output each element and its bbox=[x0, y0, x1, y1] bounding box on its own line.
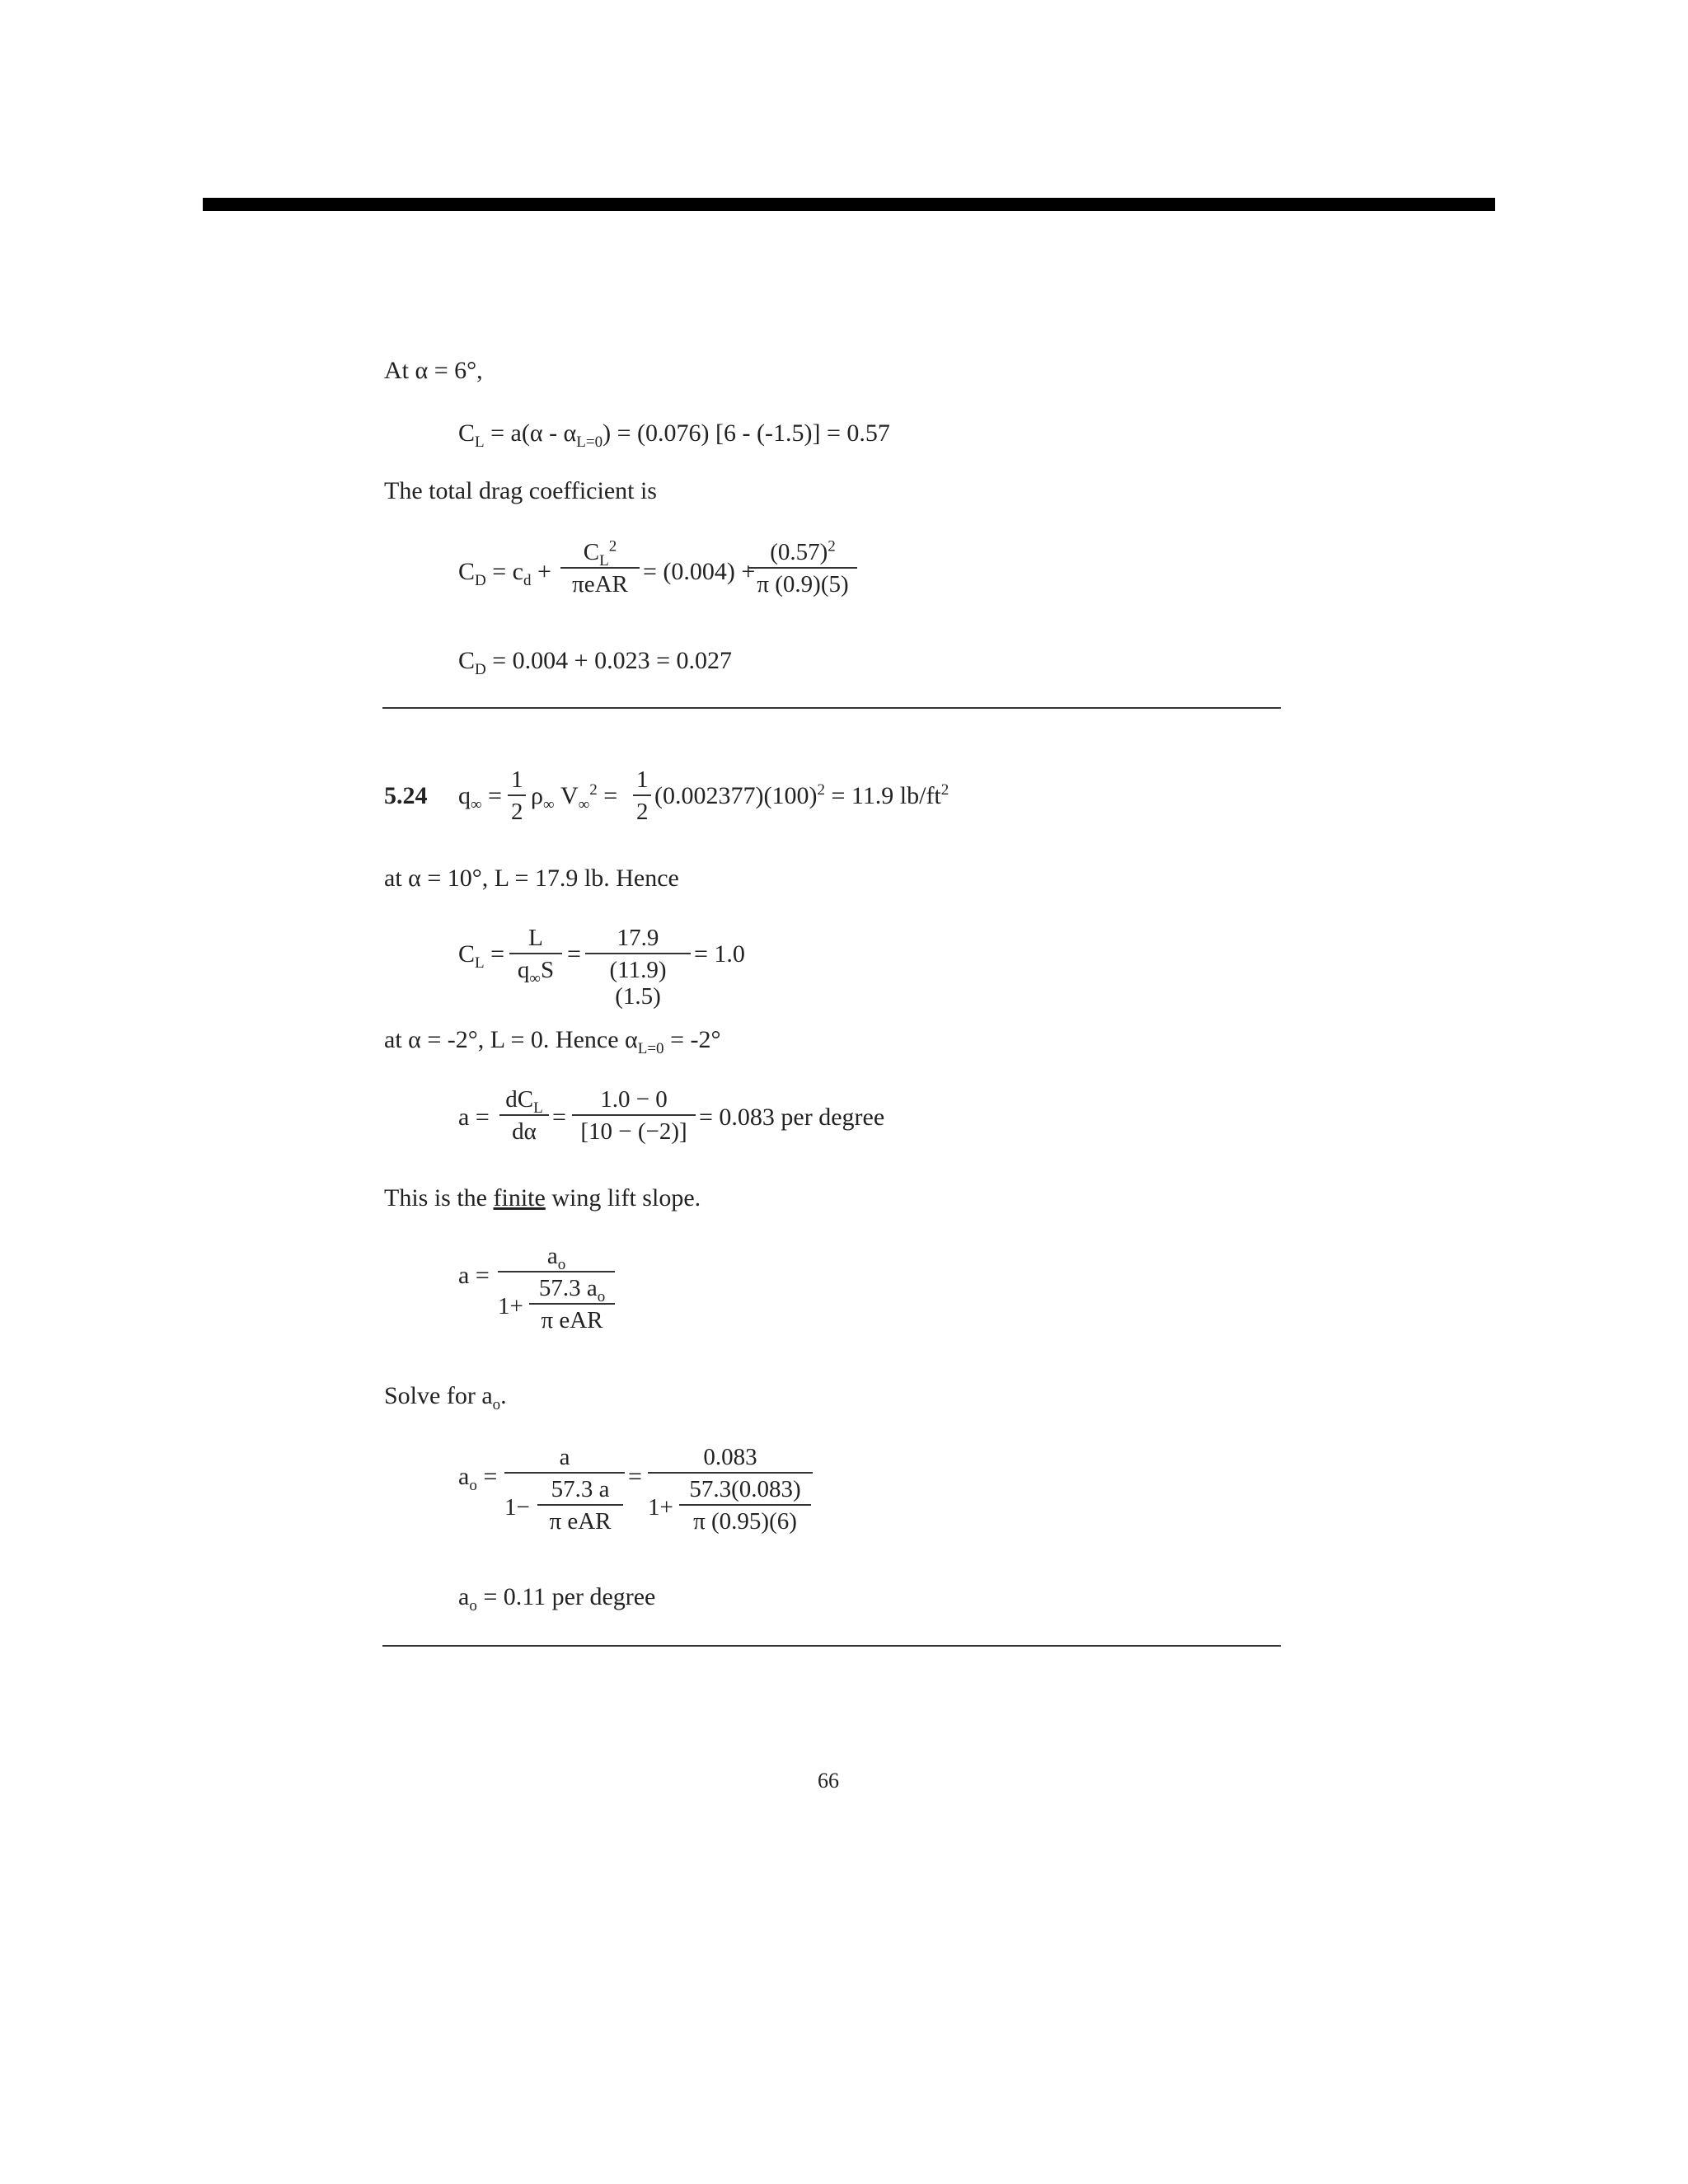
a2-lhs: a = bbox=[458, 1262, 490, 1289]
cl-equation: $C_L = a(\alpha - \alpha_{L=0}) = (0.076)$ [6 - (-1.5)] = 0.57 bbox=[458, 419, 890, 451]
cd-lhs: $C_D = c_d$ + bbox=[458, 558, 551, 589]
alpha6-intro: At α = 6°, bbox=[384, 357, 483, 384]
ao-result: $a_o = 0.11$ per degree bbox=[458, 1583, 656, 1615]
section-divider-2 bbox=[382, 1645, 1281, 1647]
page-number: 66 bbox=[818, 1769, 839, 1793]
alpha10-text: at α = 10°, L = 17.9 lb. Hence bbox=[384, 865, 679, 892]
ao-lhs: $a_o$ = bbox=[458, 1463, 498, 1494]
section-divider-1 bbox=[382, 707, 1281, 709]
half-fraction-2: 1 2 bbox=[633, 766, 651, 825]
cl-fraction-2: 17.9 (11.9)(1.5) bbox=[585, 925, 691, 1010]
cl-result: = 1.0 bbox=[694, 940, 745, 968]
a-lhs: a = bbox=[458, 1104, 490, 1131]
rho-v-term: $\rho_\infty$ $V_\infty^2$ = bbox=[531, 781, 618, 813]
cd-result: $C_D = 0.004 + 0.023 = 0.027$ bbox=[458, 647, 733, 678]
ao-mid-eq: = bbox=[628, 1463, 642, 1490]
cd-fraction-1: $C_L^2$ πeAR bbox=[560, 539, 640, 598]
cd-mid: = (0.004) + bbox=[643, 558, 756, 585]
q-lhs: $q_\infty$ = bbox=[458, 782, 502, 813]
cl-fraction-1: L $q_\infty S$ bbox=[509, 925, 562, 983]
ao-fraction-1: a 1− 57.3 a π eAR bbox=[504, 1444, 625, 1542]
cl-mid-eq: = bbox=[567, 940, 581, 968]
a2-fraction: $a_o$ 1+ 57.3 $a_o$ π eAR bbox=[498, 1243, 615, 1341]
drag-intro: The total drag coefficient is bbox=[384, 477, 657, 504]
a-result: = 0.083 per degree bbox=[699, 1104, 885, 1131]
cd-fraction-2: $(0.57)^2$ π (0.9)(5) bbox=[748, 539, 857, 598]
a-fraction-1: $dC_L$ dα bbox=[499, 1086, 549, 1145]
a-mid-eq: = bbox=[552, 1104, 566, 1131]
problem-number: 5.24 bbox=[384, 782, 428, 809]
solve-for-ao: Solve for $a_o$. bbox=[384, 1382, 507, 1413]
q-result: $(0.002377)(100)^2 = 11.9$ $lb/ft^2$ bbox=[654, 781, 950, 809]
a-fraction-2: 1.0 − 0 [10 − (−2)] bbox=[572, 1086, 696, 1145]
cl-lhs: $C_L$ = bbox=[458, 940, 505, 972]
alpha-neg2-text: at α = -2°, L = 0. Hence $\alpha_{L=0} = -2^\circ$ bbox=[384, 1026, 721, 1057]
ao-fraction-2: 0.083 1+ 57.3(0.083) π (0.95)(6) bbox=[648, 1444, 813, 1542]
finite-sentence: This is the finite wing lift slope. bbox=[384, 1184, 701, 1212]
half-fraction-1: 1 2 bbox=[508, 766, 526, 825]
top-black-bar bbox=[203, 198, 1495, 211]
